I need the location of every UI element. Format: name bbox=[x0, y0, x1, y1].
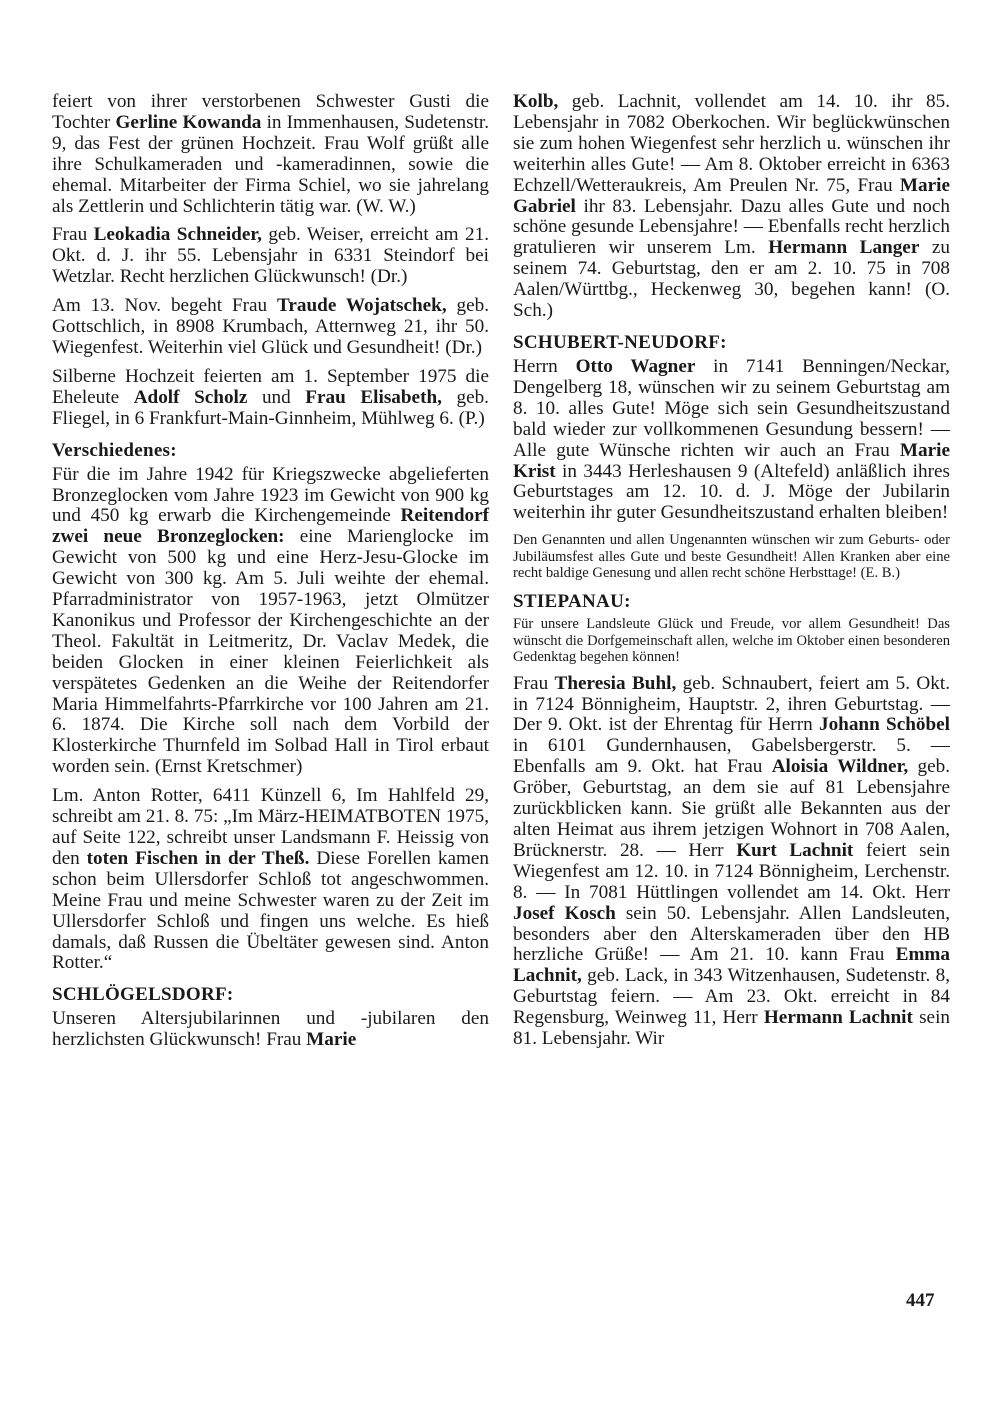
name-adolf-scholz: Adolf Scholz bbox=[133, 386, 248, 408]
paragraph-wojatschek: Am 13. Nov. begeht Frau Traude Wojatschek, geb. Gottschlich, in 8908 Krumbach, Atternweg 21, ihr 50. Wiegenfest. Weiterhin viel Glück und Gesundheit! (Dr.) bbox=[52, 295, 489, 358]
paragraph-scholz: Silberne Hochzeit feierten am 1. September 1975 die Eheleute Adolf Scholz und Frau Elisabeth, geb. Fliegel, in 6 Frankfurt-Main-Ginnheim, Mühlweg 6. (P.) bbox=[52, 365, 489, 429]
name-frau-elisabeth: Frau Elisabeth, bbox=[305, 386, 442, 408]
name-otto-wagner: Otto Wagner bbox=[575, 355, 696, 377]
paragraph-stiepanau-birthdays: Frau Theresia Buhl, geb. Schnaubert, feiert am 5. Okt. in 7124 Bönnigheim, Hauptstr. 2, ihren Geburtstag. — Der 9. Okt. ist der Ehrentag für Herrn Johann Schöbel in 6101 Gundernhausen, Gabelsbergerstr. 5. — Ebenfalls am 9. Okt. hat Frau Aloisia Wildner, geb. Gröber, Geburtstag, an dem sie auf 81 Lebensjahre zurückblicken kann. Sie grüßt alle Bekannten aus der alten Heimat aus ihrem jetzigen Wohnort in 708 Aalen, Brücknerstr. 28. — Herr Kurt Lachnit feiert sein Wiegenfest am 12. 10. in 7124 Bönnigheim, Lerchenstr. 8. — In 7081 Hüttlingen vollendet am 14. Okt. Herr Josef Kosch sein 50. Lebensjahr. Allen Landsleuten, besonders aber den Alterskameraden über den HB herzliche Grüße! — Am 21. 10. kann Frau Emma Lachnit, geb. Lack, in 343 Witzenhausen, Sudetenstr. 8, Geburtstag feiern. — Am 23. Okt. erreicht in 84 Regensburg, Weinweg 11, Herr Hermann Lachnit sein 81. Lebensjahr. Wir bbox=[513, 672, 951, 1050]
name-hermann-lachnit: Hermann Lachnit bbox=[763, 1007, 913, 1029]
highlight-tote-fische: toten Fischen in der Theß. bbox=[86, 847, 310, 869]
name-aloisia-wildner: Aloisia Wildner, bbox=[771, 756, 909, 778]
highlight-reitendorf-glocken: Reitendorf zwei neue Bronzeglocken: bbox=[52, 505, 489, 548]
paragraph-greetings-schubert: Den Genannten und allen Ungenannten wünschen wir zum Geburts- oder Jubiläumsfest alles Gute und beste Gesundheit! Allen Kranken aber eine recht baldige Genesung und allen recht schöne Herbsttage! (E. B.) bbox=[513, 532, 950, 582]
name-gerline-kowanda: Gerline Kowanda bbox=[115, 111, 262, 133]
paragraph-greetings-stiepanau: Für unsere Landsleute Glück und Freude, vor allem Gesundheit! Das wünscht die Dorfgemeinschaft allen, welche im Oktober einen besonderen Gedenktag begehen können! bbox=[513, 616, 950, 666]
heading-schloegelsdorf: SCHLÖGELSDORF: bbox=[52, 984, 234, 1006]
paragraph-schneider: Frau Leokadia Schneider, geb. Weiser, erreicht am 21. Okt. d. J. ihr 55. Lebensjahr in 6331 Steindorf bei Wetzlar. Recht herzlichen Glückwunsch! (Dr.) bbox=[52, 224, 489, 288]
name-josef-kosch: Josef Kosch bbox=[513, 902, 616, 924]
paragraph-kowanda: feiert von ihrer verstorbenen Schwester Gusti die Tochter Gerline Kowanda in Immenhausen, Sudetenstr. 9, das Fest der grünen Hochzeit. Frau Wolf grüßt alle ihre Schulkameraden und -kameradinnen, sowie die ehemal. Mitarbeiter der Firma Schiel, wo sie jahrelang als Zettlerin und Schlichterin tätig war. (W. W.) bbox=[52, 91, 489, 217]
heading-schubert-neudorf: SCHUBERT-NEUDORF: bbox=[513, 331, 727, 353]
name-traude-wojatschek: Traude Wojatschek, bbox=[277, 295, 447, 317]
name-emma-lachnit: Emma Lachnit, bbox=[513, 944, 950, 987]
name-marie-gabriel: Marie Gabriel bbox=[513, 174, 950, 217]
name-hermann-langer: Hermann Langer bbox=[768, 237, 920, 259]
heading-verschiedenes: Verschiedenes: bbox=[52, 439, 177, 461]
paragraph-kolb: Kolb, geb. Lachnit, vollendet am 14. 10. ihr 85. Lebensjahr in 7082 Oberkochen. Wir beglückwünschen sie zum hohen Wiegenfest sehr herzlich u. wünschen ihr weiterhin alles Gute! — Am 8. Oktober erreicht in 6363 Echzell/Wetteraukreis, Am Preulen Nr. 75, Frau Marie Gabriel ihr 83. Lebensjahr. Dazu alles Gute und noch schöne gesunde Lebensjahre! — Ebenfalls recht herzlich gratulieren wir unserem Lm. Hermann Langer zu seinem 74. Geburtstag, den er am 2. 10. 75 in 708 Aalen/Württbg., Heckenweg 30, begehen kann! (O. Sch.) bbox=[513, 91, 950, 322]
paragraph-rotter: Lm. Anton Rotter, 6411 Künzell 6, Im Hahlfeld 29, schreibt am 21. 8. 75: „Im März-HEIMATBOTEN 1975, auf Seite 122, schreibt unser Landsmann F. Heissig von den toten Fischen in der Theß. Diese Forellen kamen schon beim Ullersdorfer Schloß tot angeschwommen. Meine Frau und meine Schwester waren zu der Zeit im Ullersdorfer Schloß und fingen uns welche. Es hieß damals, daß Russen die Übeltäter gewesen sind. Anton Rotter.“ bbox=[52, 785, 489, 974]
paragraph-bronzeglocken: Für die im Jahre 1942 für Kriegszwecke abgelieferten Bronzeglocken vom Jahre 1923 im Gewicht von 900 kg und 450 kg erwarb die Kirchengemeinde Reitendorf zwei neue Bronzeglocken: eine Marienglocke im Gewicht von 500 kg und eine Herz-Jesu-Glocke im Gewicht von 300 kg. Am 5. Juli weihte der ehemal. Pfarradministrator von 1957-1963, jetzt Olmützer Kanonikus und Professor der Kirchengeschichte an der Theol. Fakultät in Leitmeritz, Dr. Vaclav Medek, die beiden Glocken in einer kleinen Feierlichkeit als verspätetes Gedenken an die Weihe der Reitendorfer Maria Himmelfahrts-Pfarrkirche vor 100 Jahren am 21. 6. 1874. Die Kirche soll nach dem Vorbild der Klosterkirche Thurnfeld im Solbad Hall in Tirol erbaut worden sein. (Ernst Kretschmer) bbox=[52, 463, 489, 778]
name-leokadia-schneider: Leokadia Schneider, bbox=[93, 224, 262, 246]
paragraph-wagner: Herrn Otto Wagner in 7141 Benningen/Neckar, Dengelberg 18, wünschen wir zu seinem Geburtstag am 8. 10. alles Gute! Möge sich sein Gesundheitszustand bald wieder zur vollkommenen Gesundung bessern! — Alle gute Wünsche richten wir auch an Frau Marie Krist in 3443 Herleshausen 9 (Altefeld) anläßlich ihres Geburtstages am 12. 10. d. J. Möge der Jubilarin weiterhin ihr guter Gesundheitszustand erhalten bleiben! bbox=[513, 355, 950, 524]
heading-stiepanau: STIEPANAU: bbox=[513, 591, 631, 613]
name-marie-krist: Marie Krist bbox=[513, 439, 950, 482]
name-marie: Marie bbox=[306, 1029, 357, 1051]
page-number: 447 bbox=[906, 1290, 935, 1311]
name-kurt-lachnit: Kurt Lachnit bbox=[736, 839, 854, 861]
left-column bbox=[52, 92, 489, 1059]
name-theresia-buhl: Theresia Buhl, bbox=[554, 672, 677, 694]
name-kolb: Kolb, bbox=[513, 91, 559, 112]
paragraph-schloegelsdorf: Unseren Altersjubilarinnen und -jubilaren den herzlichsten Glückwunsch! Frau Marie bbox=[52, 1008, 489, 1051]
right-column bbox=[513, 92, 950, 1058]
name-johann-schoebel: Johann Schöbel bbox=[818, 714, 951, 736]
